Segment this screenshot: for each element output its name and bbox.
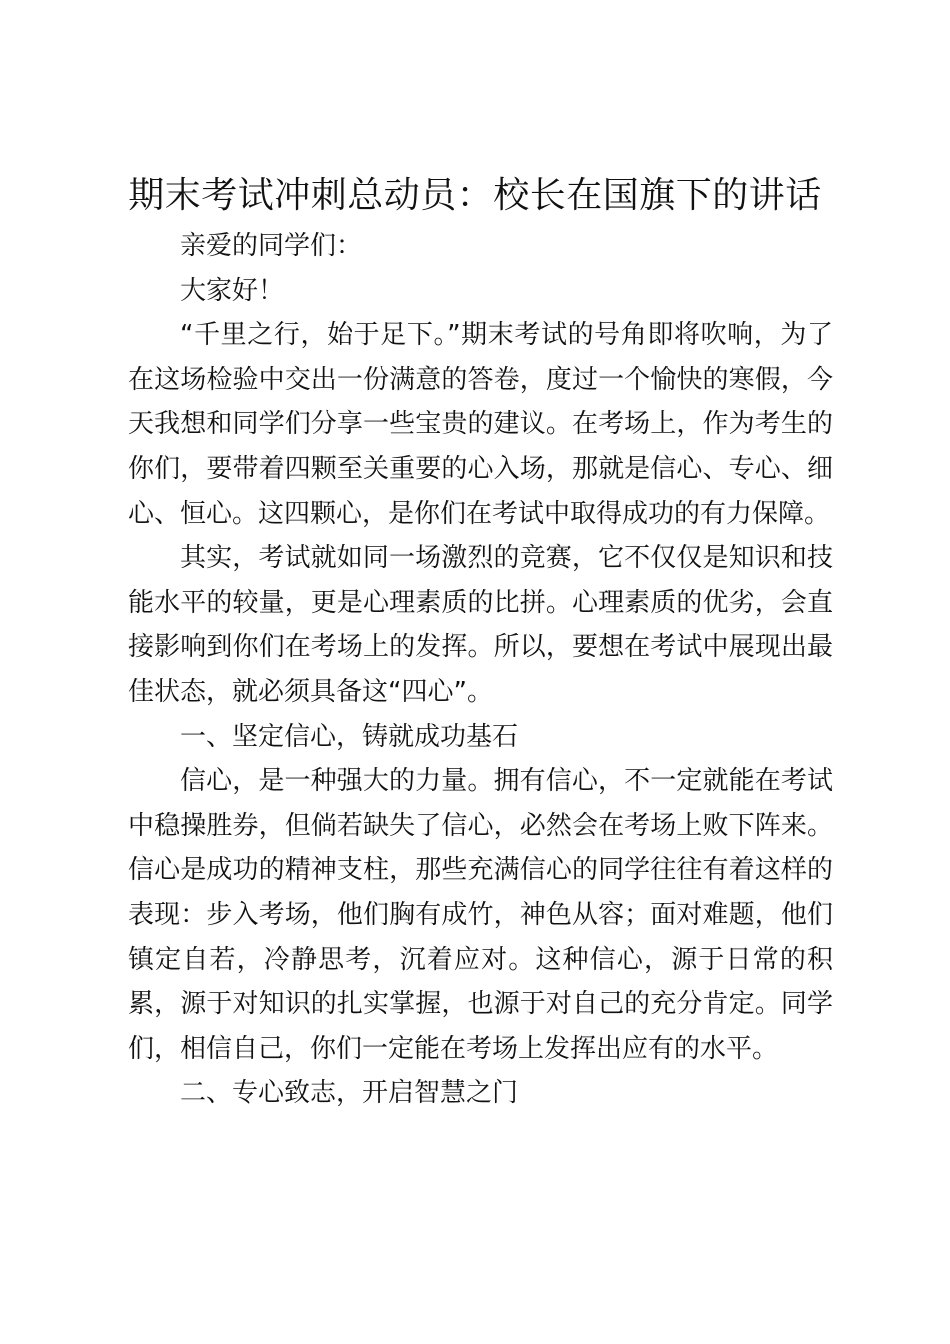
- section-heading: 一、坚定信心，铸就成功基石: [180, 721, 519, 752]
- section-heading: 二、专心致志，开启智慧之门: [180, 1078, 519, 1109]
- body-paragraph: “千里之行，始于足下。”期末考试的号角即将吹响，为了在这场检验中交出一份满意的答卷，度过一个愉快的寒假，今天我想和同学们分享一些宝贵的建议。在考场上，作为考生的你们，要带着四颗至关重要的心入场，那就是信心、专心、细心、恒心。这四颗心，是你们在考试中取得成功的有力保障。: [128, 320, 833, 529]
- body-paragraph: 其实，考试就如同一场激烈的竞赛，它不仅仅是知识和技能水平的较量，更是心理素质的比拼。心理素质的优劣，会直接影响到你们在考场上的发挥。所以，要想在考试中展现出最佳状态，就必须具备这“四心”。: [128, 543, 833, 707]
- document-body: [128, 224, 833, 1116]
- body-paragraph: 信心，是一种强大的力量。拥有信心，不一定就能在考试中稳操胜券，但倘若缺失了信心，必然会在考场上败下阵来。信心是成功的精神支柱，那些充满信心的同学往往有着这样的表现：步入考场，他们胸有成竹，神色从容；面对难题，他们镇定自若，冷静思考，沉着应对。这种信心，源于日常的积累，源于对知识的扎实掌握，也源于对自己的充分肯定。同学们，相信自己，你们一定能在考场上发挥出应有的水平。: [128, 766, 833, 1064]
- greeting: 大家好！: [180, 275, 285, 306]
- document-title: 期末考试冲刺总动员：校长在国旗下的讲话: [128, 175, 822, 216]
- salutation: 亲爱的同学们：: [180, 231, 363, 261]
